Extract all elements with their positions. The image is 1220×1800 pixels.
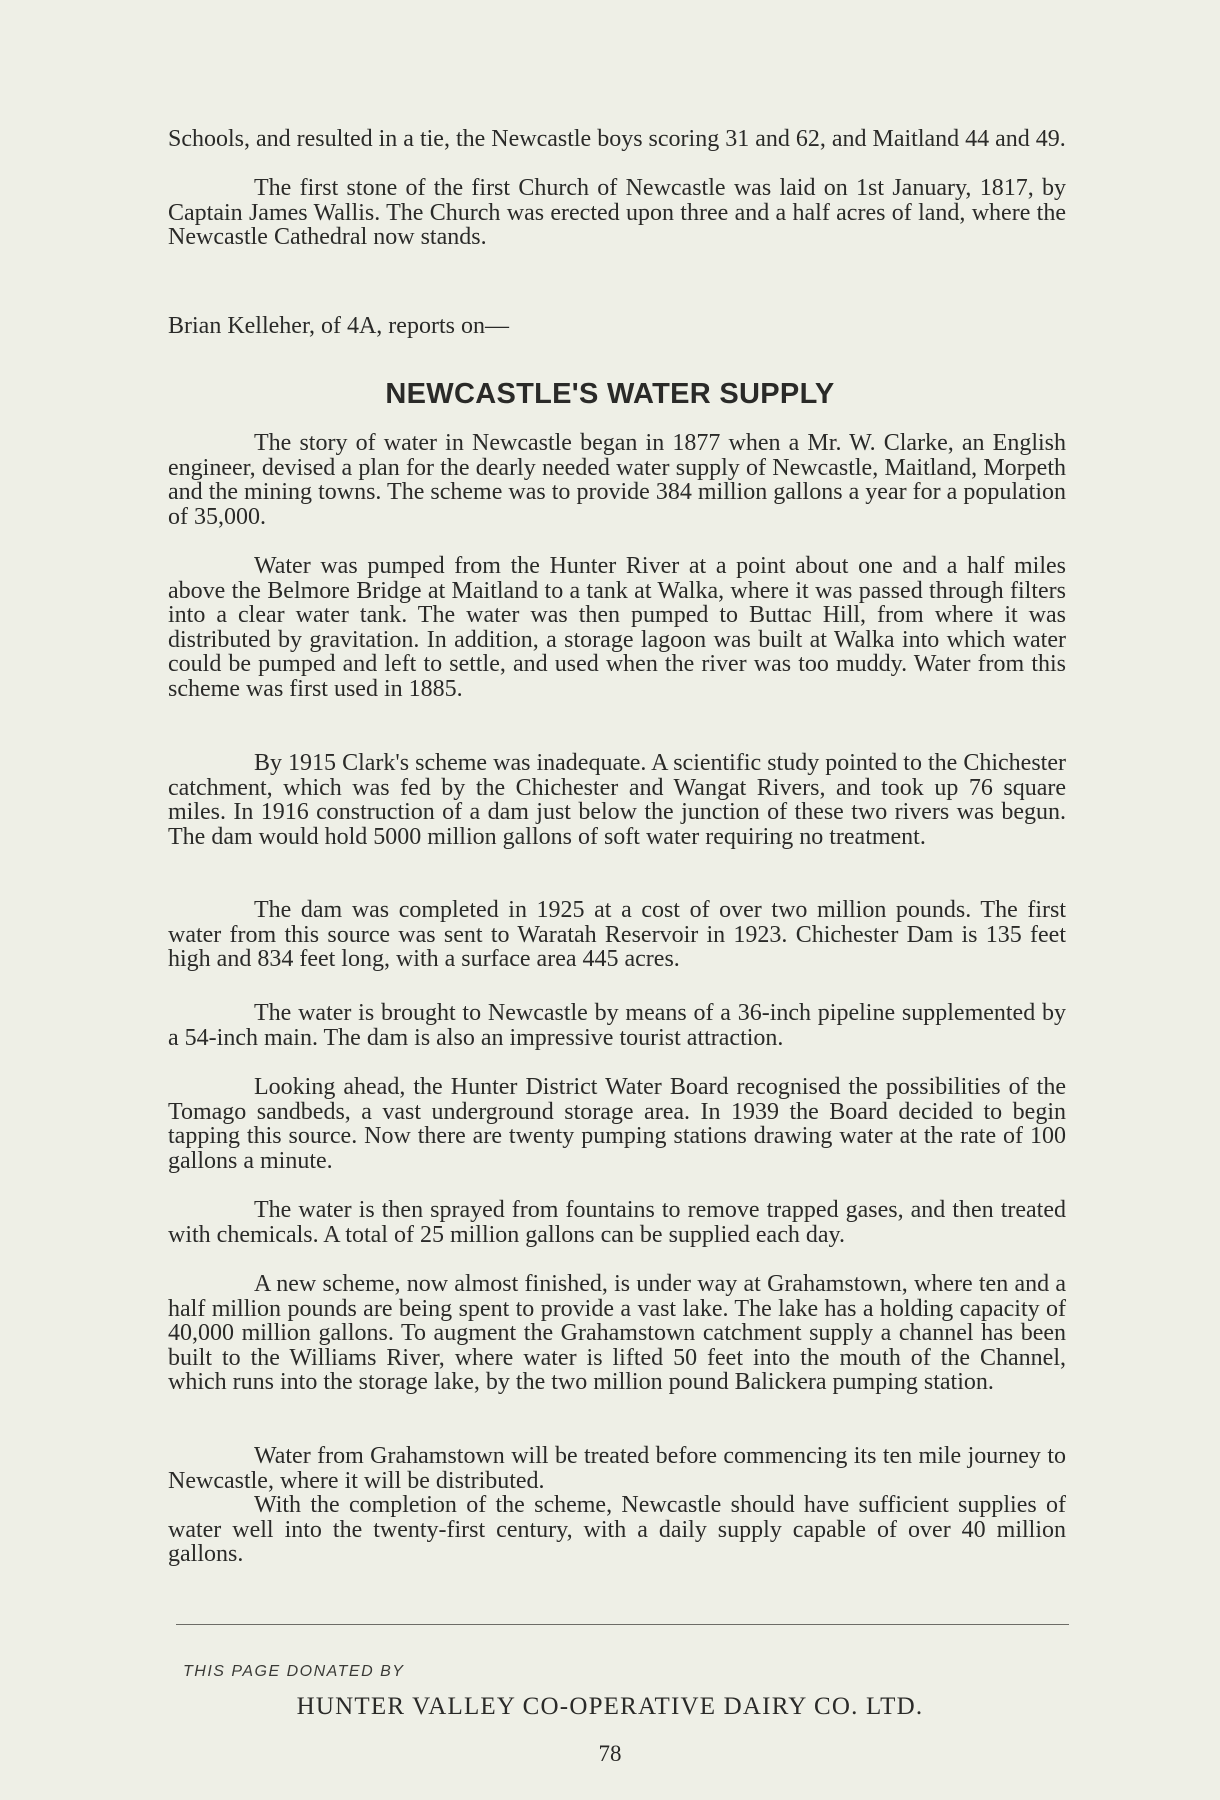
page-number: 78 (598, 1741, 622, 1766)
intro-paragraph-church: The first stone of the first Church of Newcastle was laid on 1st January, 1817, by Captain James Wallis. The Church was erected upon three and a half acres of land, where the Newcastle Cathedral now stands. (168, 175, 1066, 251)
article-paragraph-3: By 1915 Clark's scheme was inadequate. A scientific study pointed to the Chichester catchment, which was fed by the Chichester and Wangat Rivers, and took up 76 square miles. In 1916 construction of a dam just below the junction of these two rivers was begun. The dam would hold 5000 million gallons of soft water requiring no treatment. (168, 750, 1066, 850)
article-paragraph-5: The water is brought to Newcastle by means of a 36-inch pipeline supplemented by a 54-inch main. The dam is also an impressive tourist attraction. (168, 1000, 1066, 1051)
divider-left (176, 1624, 449, 1625)
article-title: NEWCASTLE'S WATER SUPPLY (385, 378, 835, 410)
intro-paragraph: Schools, and resulted in a tie, the Newcastle boys scoring 31 and 62, and Maitland 44 and 49. (168, 126, 1066, 152)
article-paragraph-9: Water from Grahamstown will be treated before commencing its ten mile journey to Newcastle, where it will be distributed. (168, 1443, 1066, 1494)
article-paragraph-8: A new scheme, now almost finished, is under way at Grahamstown, where ten and a half million pounds are being spent to provide a vast lake. The lake has a holding capacity of 40,000 million gallons. To augment the Grahamstown catchment supply a channel has been built to the Williams River, where water is lifted 50 feet into the mouth of the Channel, which runs into the storage lake, by the two million pound Balickera pumping station. (168, 1271, 1066, 1396)
article-paragraph-10: With the completion of the scheme, Newcastle should have sufficient supplies of water well into the twenty-first century, with a daily supply capable of over 40 million gallons. (168, 1492, 1066, 1568)
sponsor-name: HUNTER VALLEY CO-OPERATIVE DAIRY CO. LTD. (296, 1693, 924, 1720)
article-paragraph-2: Water was pumped from the Hunter River at a point about one and a half miles above the Belmore Bridge at Maitland to a tank at Walka, where it was passed through filters into a clear water tank. The water was then pumped to Buttac Hill, from where it was distributed by gravitation. In addition, a storage lagoon was built at Walka into which water could be pumped and left to settle, and used when the river was too muddy. Water from this scheme was first used in 1885. (168, 553, 1066, 702)
article-paragraph-1: The story of water in Newcastle began in 1877 when a Mr. W. Clarke, an English engineer, devised a plan for the dearly needed water supply of Newcastle, Maitland, Morpeth and the mining towns. The scheme was to provide 384 million gallons a year for a population of 35,000. (168, 430, 1066, 530)
divider-right (449, 1624, 1069, 1625)
article-paragraph-7: The water is then sprayed from fountains to remove trapped gases, and then treated with chemicals. A total of 25 million gallons can be supplied each day. (168, 1197, 1066, 1248)
article-paragraph-6: Looking ahead, the Hunter District Water Board recognised the possibilities of the Tomago sandbeds, a vast underground storage area. In 1939 the Board decided to begin tapping this source. Now there are twenty pumping stations drawing water at the rate of 100 gallons a minute. (168, 1074, 1066, 1174)
donated-label: THIS PAGE DONATED BY (183, 1663, 405, 1680)
article-paragraph-4: The dam was completed in 1925 at a cost of over two million pounds. The first water from this source was sent to Waratah Reservoir in 1923. Chichester Dam is 135 feet high and 834 feet long, with a surface area 445 acres. (168, 897, 1066, 973)
byline: Brian Kelleher, of 4A, reports on— (168, 313, 509, 339)
